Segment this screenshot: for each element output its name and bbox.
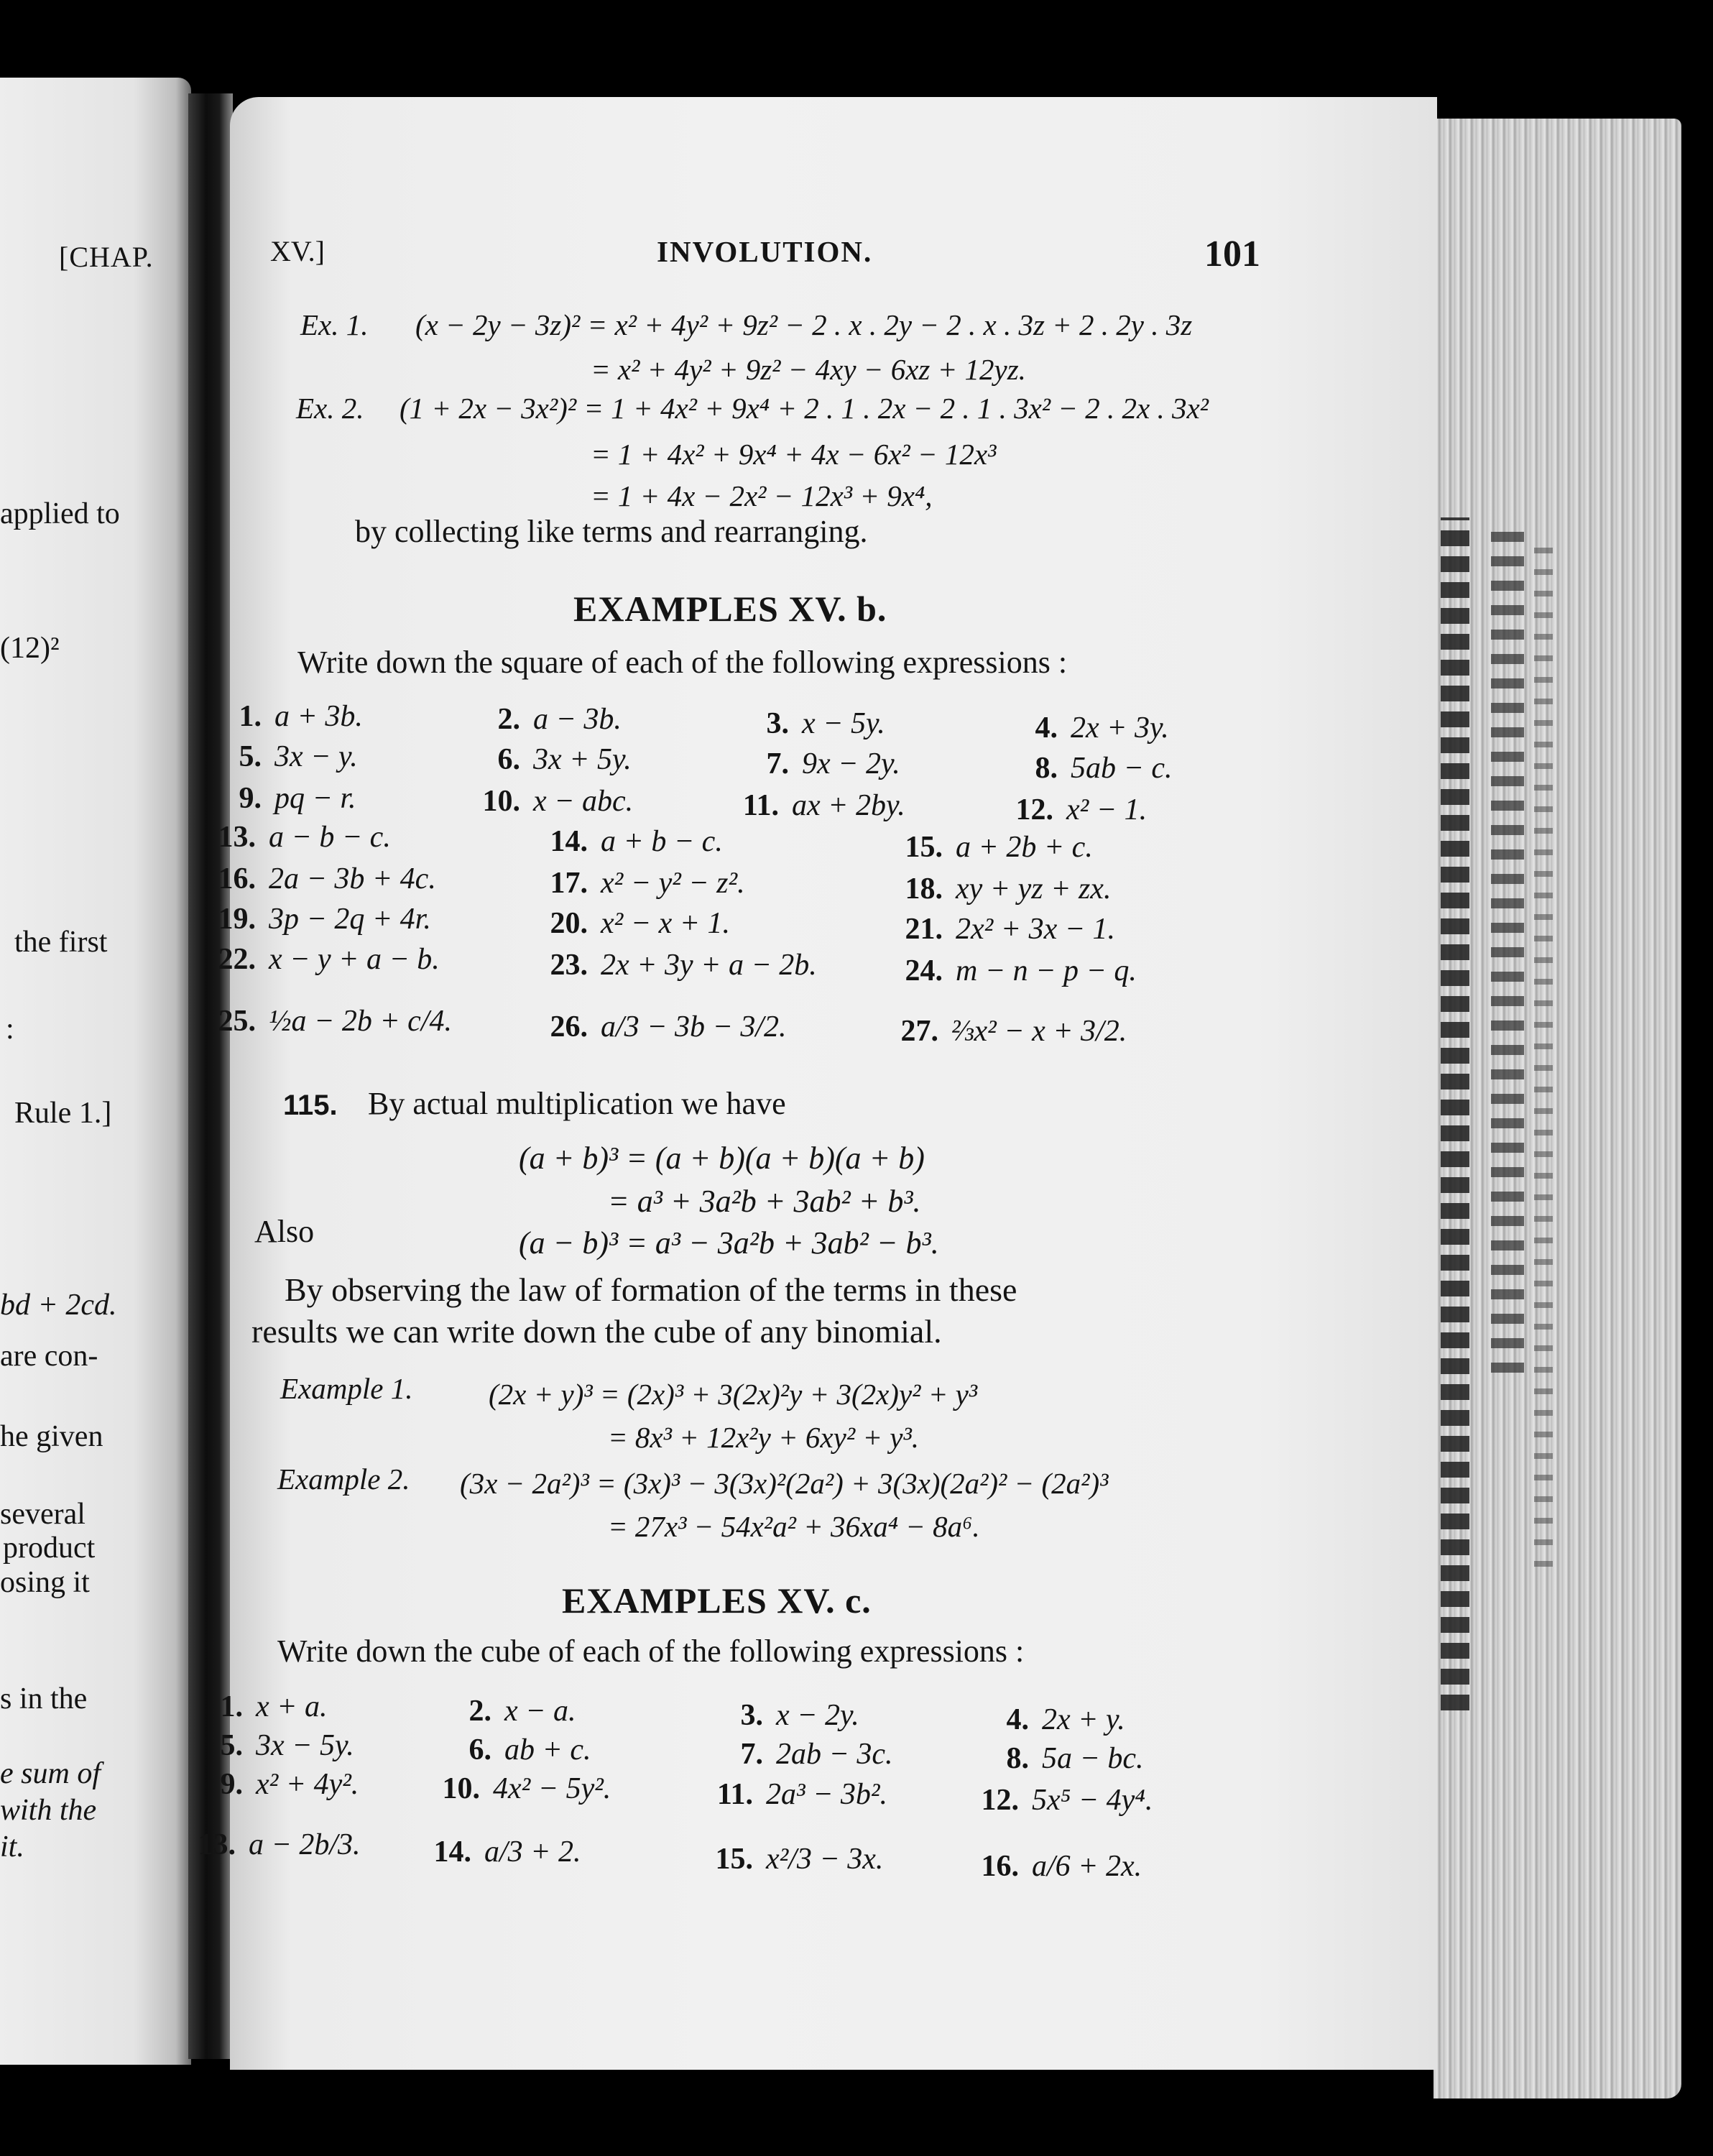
exercise-item: 21. 2x² + 3x − 1. bbox=[905, 913, 1116, 946]
equation-line: = 1 + 4x − 2x² − 12x³ + 9x⁴, bbox=[591, 479, 933, 512]
left-fragment: s in the bbox=[0, 1682, 88, 1715]
exercise-item: 14. a + b − c. bbox=[550, 825, 723, 858]
exercise-item: 1. a + 3b. bbox=[239, 700, 363, 733]
left-fragment: e sum of bbox=[0, 1757, 101, 1790]
exercise-item: 3. x − 5y. bbox=[766, 707, 885, 740]
exercise-item: 17. x² − y² − z². bbox=[550, 867, 745, 900]
example-label: Example 2. bbox=[277, 1462, 410, 1496]
equation-line: = a³ + 3a²b + 3ab² + b³. bbox=[608, 1184, 921, 1219]
exercise-item: 8. 5a − bc. bbox=[1006, 1742, 1144, 1775]
left-fragment: osing it bbox=[0, 1566, 90, 1599]
exercise-item: 6. 3x + 5y. bbox=[497, 743, 632, 776]
edge-stamp bbox=[1491, 525, 1524, 1373]
section-intro: By actual multiplication we have bbox=[368, 1086, 786, 1121]
exercise-item: 16. 2a − 3b + 4c. bbox=[218, 862, 436, 895]
equation-line: (2x + y)³ = (2x)³ + 3(2x)²y + 3(2x)y² + y³ bbox=[489, 1378, 978, 1411]
equation-line: (a + b)³ = (a + b)(a + b)(a + b) bbox=[519, 1141, 925, 1176]
exercise-item: 12. x² − 1. bbox=[1015, 793, 1148, 826]
instruction-text: Write down the square of each of the following expressions : bbox=[297, 645, 1068, 680]
equation-line: (1 + 2x − 3x²)² = 1 + 4x² + 9x⁴ + 2 . 1 . 2x − 2 . 1 . 3x² − 2 . 2x . 3x² bbox=[400, 392, 1209, 425]
page-title: INVOLUTION. bbox=[657, 235, 873, 268]
book-gutter bbox=[188, 93, 233, 2059]
exercise-item: 8. 5ab − c. bbox=[1035, 752, 1173, 785]
example-label: Ex. 2. bbox=[296, 392, 364, 425]
left-fragment: it. bbox=[0, 1830, 24, 1864]
left-fragment: Rule 1.] bbox=[14, 1097, 112, 1130]
left-fragment: several bbox=[0, 1498, 86, 1531]
left-header: [CHAP. bbox=[59, 241, 154, 273]
exercise-item: 7. 2ab − 3c. bbox=[740, 1738, 893, 1771]
example-label: Example 1. bbox=[280, 1372, 413, 1405]
exercise-item: 22. x − y + a − b. bbox=[218, 943, 440, 976]
exercise-item: 13. a − b − c. bbox=[218, 821, 391, 854]
left-fragment: he given bbox=[0, 1420, 103, 1453]
exercise-item: 26. a/3 − 3b − 3/2. bbox=[550, 1010, 787, 1044]
exercise-item: 15. a + 2b + c. bbox=[905, 831, 1093, 864]
exercise-item: 20. x² − x + 1. bbox=[550, 907, 731, 940]
exercise-item: 24. m − n − p − q. bbox=[905, 954, 1137, 987]
exercise-item: 7. 9x − 2y. bbox=[766, 747, 900, 780]
exercise-item: 5. 3x − y. bbox=[239, 740, 358, 773]
edge-stamp bbox=[1441, 517, 1469, 1710]
exercise-item: 3. x − 2y. bbox=[740, 1699, 859, 1732]
paragraph-line: By observing the law of formation of the terms in these bbox=[285, 1271, 1017, 1308]
equation-line: = x² + 4y² + 9z² − 4xy − 6xz + 12yz. bbox=[591, 353, 1026, 386]
equation-line: (3x − 2a²)³ = (3x)³ − 3(3x)²(2a²) + 3(3x)(2a²)² − (2a²)³ bbox=[460, 1467, 1109, 1500]
exercise-item: 10. x − abc. bbox=[482, 785, 634, 818]
edge-stamp bbox=[1534, 532, 1553, 1567]
exercise-item: 4. 2x + 3y. bbox=[1035, 711, 1169, 745]
paragraph-line: results we can write down the cube of any binomial. bbox=[251, 1313, 942, 1350]
chapter-label: XV.] bbox=[270, 235, 325, 267]
equation-line: = 8x³ + 12x²y + 6xy² + y³. bbox=[608, 1421, 920, 1454]
page-edges bbox=[1433, 119, 1681, 2099]
exercise-item: 9. pq − r. bbox=[239, 782, 356, 815]
exercise-item: 11. 2a³ − 3b². bbox=[716, 1778, 888, 1811]
example-label: Ex. 1. bbox=[300, 308, 369, 341]
exercise-item: 27. ⅔x² − x + 3/2. bbox=[900, 1015, 1127, 1048]
exercise-item: 2. x − a. bbox=[468, 1695, 576, 1728]
exercise-item: 12. 5x⁵ − 4y⁴. bbox=[981, 1784, 1153, 1817]
also-label: Also bbox=[254, 1214, 315, 1249]
exercise-item: 25. ½a − 2b + c/4. bbox=[218, 1005, 452, 1038]
left-page bbox=[0, 78, 191, 2065]
equation-line: = 1 + 4x² + 9x⁴ + 4x − 6x² − 12x³ bbox=[591, 438, 997, 471]
exercise-item: 6. ab + c. bbox=[468, 1733, 591, 1766]
exercise-item: 13. a − 2b/3. bbox=[198, 1828, 361, 1861]
section-heading: EXAMPLES XV. b. bbox=[573, 589, 887, 629]
section-heading: EXAMPLES XV. c. bbox=[562, 1580, 872, 1621]
exercise-item: 4. 2x + y. bbox=[1006, 1703, 1125, 1736]
exercise-item: 18. xy + yz + zx. bbox=[905, 872, 1112, 906]
page-number: 101 bbox=[1204, 234, 1260, 275]
explanation-text: by collecting like terms and rearranging. bbox=[355, 514, 868, 549]
left-fragment: are con- bbox=[0, 1340, 98, 1373]
exercise-item: 5. 3x − 5y. bbox=[220, 1729, 354, 1762]
exercise-item: 2. a − 3b. bbox=[497, 703, 622, 736]
left-fragment: with the bbox=[0, 1794, 97, 1827]
exercise-item: 15. x²/3 − 3x. bbox=[715, 1843, 884, 1876]
instruction-text: Write down the cube of each of the following expressions : bbox=[277, 1634, 1025, 1669]
exercise-item: 23. 2x + 3y + a − 2b. bbox=[550, 949, 817, 982]
equation-line: (x − 2y − 3z)² = x² + 4y² + 9z² − 2 . x . 2y − 2 . x . 3z + 2 . 2y . 3z bbox=[415, 308, 1193, 341]
left-fragment: applied to bbox=[0, 497, 120, 530]
exercise-item: 14. a/3 + 2. bbox=[433, 1835, 581, 1869]
exercise-item: 10. 4x² − 5y². bbox=[442, 1772, 611, 1805]
left-fragment: bd + 2cd. bbox=[0, 1289, 117, 1322]
exercise-item: 1. x + a. bbox=[220, 1690, 328, 1723]
equation-line: (a − b)³ = a³ − 3a²b + 3ab² − b³. bbox=[519, 1225, 939, 1261]
exercise-item: 11. ax + 2by. bbox=[742, 789, 905, 822]
left-fragment: (12)² bbox=[0, 632, 60, 665]
left-fragment: the first bbox=[14, 926, 108, 959]
exercise-item: 16. a/6 + 2x. bbox=[981, 1850, 1142, 1883]
equation-line: = 27x³ − 54x²a² + 36xa⁴ − 8a⁶. bbox=[608, 1510, 980, 1543]
left-fragment: product bbox=[3, 1531, 96, 1565]
exercise-item: 9. x² + 4y². bbox=[220, 1768, 359, 1801]
section-number: 115. bbox=[283, 1089, 338, 1121]
exercise-item: 19. 3p − 2q + 4r. bbox=[218, 903, 431, 936]
left-fragment: : bbox=[6, 1013, 14, 1046]
